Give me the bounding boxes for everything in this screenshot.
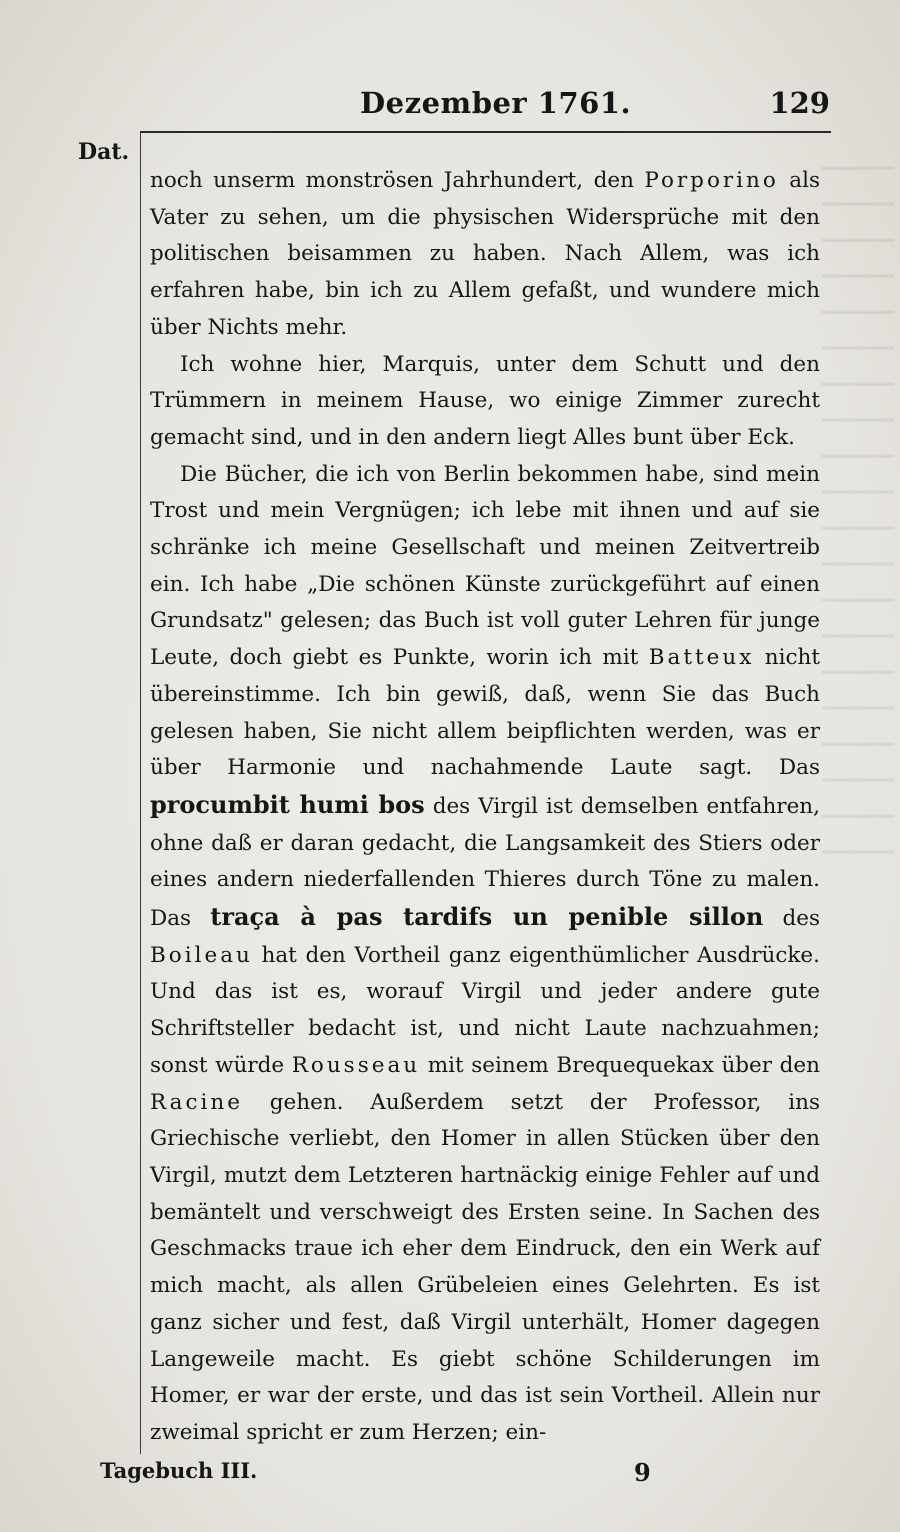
latin-quote: procumbit humi bos [150, 789, 425, 819]
page-header [0, 86, 900, 126]
name-boileau: Boileau [150, 942, 253, 968]
name-racine: Racine [150, 1089, 243, 1115]
paragraph-3-text-e: hat den Vortheil ganz eigenthümlicher Ausdrücke. Und das ist es, worauf Virgil und jeder andere gute Schriftsteller bedacht ist, und nicht Laute nachzuahmen; sonst würde [150, 942, 820, 1078]
running-title: Dezember 1761. [360, 86, 632, 120]
paragraph-3-text-f: mit seinem Brequequekax über den [427, 1052, 820, 1078]
body-text [150, 163, 820, 1452]
header-rule [140, 131, 831, 133]
paragraph-3-text-b: nicht übereinstimme. Ich bin gewiß, daß, wenn Sie das Buch gelesen haben, Sie nicht allem beipflichten werden, was er über Harmonie und nachahmende Laute sagt. Das [150, 645, 821, 781]
signature-mark: Tagebuch III. [100, 1458, 258, 1483]
paragraph-3 [150, 457, 820, 1452]
name-porporino: Porporino [644, 168, 779, 193]
name-batteux: Batteux [648, 645, 755, 671]
paragraph-2-text: Ich wohne hier, Marquis, unter dem Schutt und den Trümmern in meinem Hause, wo einige Zimmer zurecht gemacht sind, und in den andern liegt Alles bunt über Eck. [150, 351, 820, 450]
bleed-through-shading: ━━━━━━ ━━━━━━ ━━━━━━ ━━━━━━ ━━━━━━ ━━━━━━ ━━━━━━ ━━━━━━ ━━━━━━ ━━━━━━ ━━━━━━ ━━━━━━ ━━━━━━ ━━━━━━ ━━━━━━ ━━━━━━ ━━━━━━ ━━━━━━ ━━━━━━ ━━━━━━ [821, 156, 894, 864]
paragraph-3-text-c: des Virgil ist demselben entfahren, ohne daß er daran gedacht, die Langsamkeit des Stiers oder eines andern niederfallenden Thieres durch Töne zu malen. Das [150, 793, 820, 932]
name-rousseau: Rousseau [291, 1052, 421, 1078]
page-footer [0, 1458, 900, 1498]
margin-rule [140, 132, 141, 1454]
paragraph-3-text-a: Die Bücher, die ich von Berlin bekommen habe, sind mein Trost und mein Vergnügen; ich lebe mit ihnen und auf sie schränke ich meine Gesellschaft und meinen Zeitvertreib ein. Ich habe „Die schönen Künste zurückgeführt auf einen Grundsatz" gelesen; das Buch ist voll guter Lehren für junge Leute, doch giebt es Punkte, worin ich mit [150, 461, 820, 671]
page-number: 129 [769, 86, 830, 120]
paragraph-3-text-d: des [782, 906, 820, 932]
paragraph-2 [150, 347, 820, 457]
paragraph-1 [150, 163, 820, 347]
french-quote: traça à pas tardifs un penible sillon [210, 902, 764, 932]
paragraph-1-text: noch unserm monströsen Jahrhundert, den Porporino als Vater zu sehen, um die physischen Widersprüche mit den politischen beisammen zu haben. Nach Allem, was ich erfahren habe, bin ich zu Allem gefaßt, und wundere mich über Nichts mehr. [150, 168, 820, 340]
margin-date-label: Dat. [78, 139, 130, 165]
paragraph-3-text-g: gehen. Außerdem setzt der Professor, ins Griechische verliebt, den Homer in allen Stücken über den Virgil, mutzt dem Letzteren hartnäckig einige Fehler auf und bemäntelt und verschweigt des Ersten seine. In Sachen des Geschmacks traue ich eher dem Eindruck, den ein Werk auf mich macht, als allen Grübeleien eines Gelehrten. Es ist ganz sicher und fest, daß Virgil unterhält, Homer dagegen Langeweile macht. Es giebt schöne Schilderungen im Homer, er war der erste, und das ist sein Vortheil. Allein nur zweimal spricht er zum Herzen; ein- [150, 1089, 820, 1445]
sheet-number: 9 [634, 1458, 651, 1487]
